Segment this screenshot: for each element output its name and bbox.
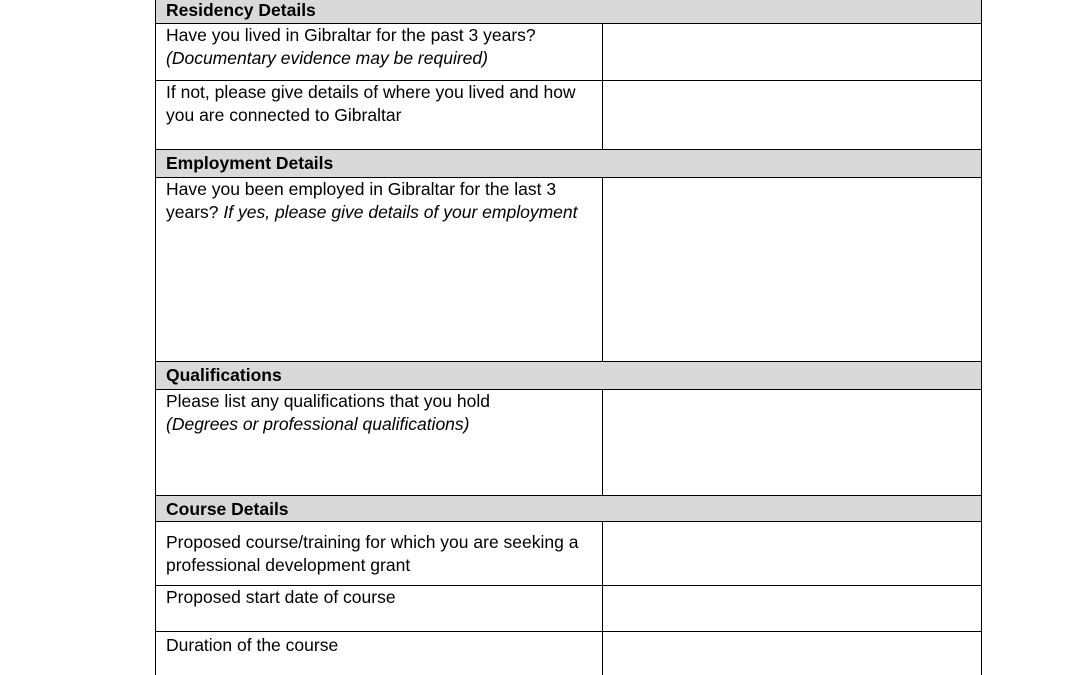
- question-start-date: [156, 586, 603, 632]
- answer-proposed-course[interactable]: [603, 522, 982, 586]
- section-header-course: Course Details: [156, 496, 982, 522]
- question-text: Proposed start date of course: [166, 587, 396, 607]
- question-note: (Degrees or professional qualifications): [166, 414, 470, 434]
- application-form-table: [155, 0, 982, 675]
- section-header-qualifications: Qualifications: [156, 362, 982, 390]
- question-text: Duration of the course: [166, 635, 339, 655]
- question-proposed-course: [156, 522, 603, 586]
- answer-course-duration[interactable]: [603, 632, 982, 675]
- question-note: (Documentary evidence may be required): [166, 48, 488, 68]
- section-header-residency: Residency Details: [156, 0, 982, 24]
- question-residency-details: [156, 81, 603, 150]
- question-text: Please list any qualifications that you hold: [166, 391, 490, 411]
- question-text: Have you been employed in Gibraltar for the last 3 years?: [166, 179, 557, 222]
- answer-qualifications[interactable]: [603, 390, 982, 496]
- answer-lived-in-gibraltar[interactable]: [603, 24, 982, 81]
- question-text: Proposed course/training for which you are seeking a professional development grant: [166, 532, 579, 575]
- question-text: Have you lived in Gibraltar for the past 3 years?: [166, 25, 536, 45]
- section-header-employment: Employment Details: [156, 150, 982, 178]
- question-text: If not, please give details of where you lived and how you are connected to Gibraltar: [166, 82, 576, 125]
- answer-residency-details[interactable]: [603, 81, 982, 150]
- question-course-duration: [156, 632, 603, 675]
- question-qualifications: [156, 390, 603, 496]
- question-note: If yes, please give details of your employment: [223, 202, 578, 222]
- question-employed-in-gibraltar: [156, 178, 603, 362]
- answer-employment-details[interactable]: [603, 178, 982, 362]
- question-lived-in-gibraltar: [156, 24, 603, 81]
- answer-start-date[interactable]: [603, 586, 982, 632]
